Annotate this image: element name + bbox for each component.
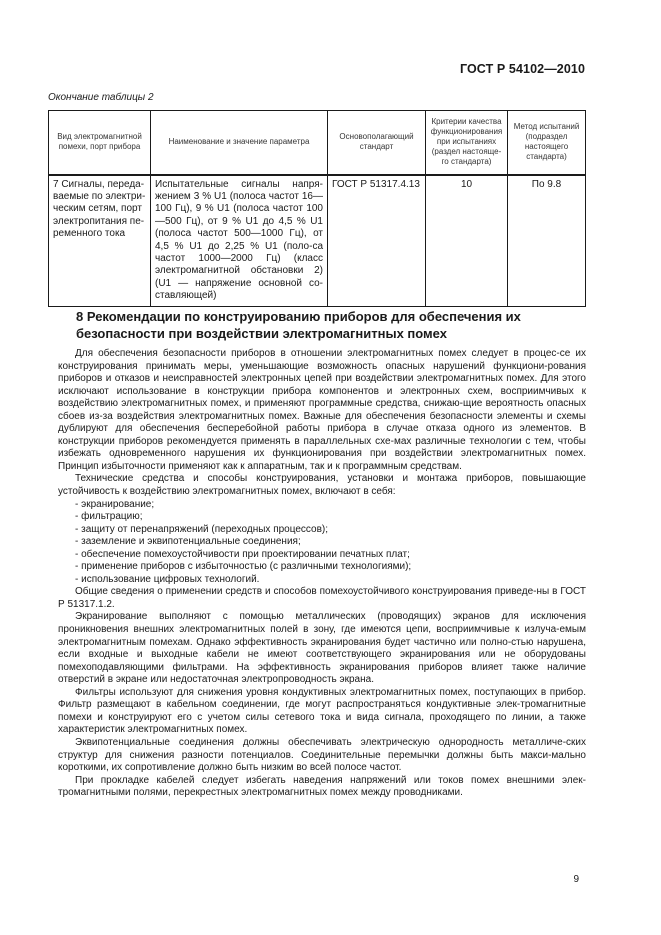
paragraph: Фильтры используют для снижения уровня кондуктивных электромагнитных помех, поступающих в прибор. Фильтр размещают в кабельном соединении, где могут распространяться кондуктивные элек-тромагнитные помехи и конструируют его с учетом силы сетевого тока и вида сигнала, проходящего по линии, а также характеристик электромагнитных помех. [58, 686, 586, 736]
table-caption: Окончание таблицы 2 [48, 92, 154, 103]
paragraph: Общие сведения о применении средств и способов помехоустойчивого конструирования приведе-ны в ГОСТ Р 51317.1.2. [58, 586, 586, 610]
paragraph: Эквипотенциальные соединения должны обеспечивать электрическую однородность металличе-ских структур для снижения разности потенциалов. Соединительные перемычки должны быть макси-мально короткими, их сопротивление должно быть низким во всей полосе частот. [58, 736, 586, 774]
section-body [58, 348, 586, 800]
list-item: - применение приборов с избыточностью (с различными технологиями); [75, 561, 412, 573]
table-header-row [49, 111, 586, 175]
list-item: - обеспечение помехоустойчивости при проектировании печатных плат; [75, 548, 410, 560]
paragraph: Для обеспечения безопасности приборов в отношении электромагнитных помех следует в процес-се их конструирования принимать меры, уменьшающие возможность опасных нарушений функциони-рования приборов и отказов и неисправностей электронных цепей при воздействии электромагнитных помех. Для этого исключают использование в конструкции прибора компонентов и электронных схем, восприимчивых к воздействию электромагнитных помех, и применяют программные средства, снижаю-щие вероятность опасных сбоев из-за воздействия электромагнитных помех. Важные для обеспечения безопасности элементы и схемы дублируют для обеспечения бесперебойной работы прибора в случае отказа одного из элементов. В конструкции приборов рекомендуется применять в параллельных схе-мах различные технологии с тем, чтобы избежать одновременного нарушения их функционирования при воздействии электромагнитных помех. Принцип избыточности применяют как к аппаратным, так и к программным средствам. [58, 348, 586, 472]
paragraph: При прокладке кабелей следует избегать наведения напряжений или токов помех внешними элек-тромагнитными полями, перекрестных электромагнитных помех между проводниками. [58, 774, 586, 799]
list-item: - фильтрацию; [75, 511, 143, 523]
header-standard: Основополагающий стандарт [328, 111, 426, 175]
paragraph: Экранирование выполняют с помощью металлических (проводящих) экранов для исключения проникновения внешних электромагнитных полей в зону, где имеются цепи, восприимчивые к излуча-емым электромагнитным помехам. Однако эффективность экранирования будет частично или полно-стью нарушена, если входные и выходные кабели не имеют соответствующего экранирования или не оборудованы помехоподавляющими фильтрами. На эффективность экранирования приборов влияет также наличие отверстий в экране или недостаточная электропроводность экрана. [58, 611, 586, 686]
header-interference-type: Вид электромагнитной помехи, порт прибора [49, 111, 151, 175]
header-criteria: Критерии качества функционирования при испытаниях (раздел настояще-го стандарта) [426, 111, 508, 175]
list-item: - экранирование; [75, 498, 155, 510]
section-heading: 8 Рекомендации по конструированию приборов для обеспечения их безопасности при воздействии электромагнитных помех [76, 309, 521, 341]
cell-parameter: Испытательные сигналы напря-жением 3 % U1 (полоса частот 16—100 Гц), 9 % U1 (полоса частот 100—500 Гц), от 9 % U1 до 4,5 % U1 (полоса частот 500—1000 Гц), от 4,5 % U1 до 2,25 % U1 (поло-са частот 1000—2000 Гц) (класс электромагнитной обстановки 2) (U1 — напряжение основной со-ставляющей) [151, 175, 328, 307]
cell-criteria: 10 [426, 175, 508, 307]
cell-standard: ГОСТ Р 51317.4.13 [328, 175, 426, 307]
document-code: ГОСТ Р 54102—2010 [459, 62, 585, 76]
measures-list [58, 499, 586, 587]
list-item: - использование цифровых технологий. [75, 573, 260, 585]
table-row [49, 175, 586, 307]
cell-interference-type: 7 Сигналы, переда-ваемые по электри-ческим сетям, порт электропитания пе-ременного тока [49, 175, 151, 307]
header-parameter: Наименование и значение параметра [151, 111, 328, 175]
list-item: - заземление и эквипотенциальные соединения; [75, 536, 301, 548]
paragraph: Технические средства и способы конструирования, установки и монтажа приборов, повышающие устойчивость к воздействию электромагнитных помех, включают в себя: [58, 473, 586, 498]
emc-requirements-table [48, 110, 586, 307]
page-number: 9 [573, 874, 579, 885]
header-method: Метод испытаний (подраздел настоящего стандарта) [508, 111, 586, 175]
cell-method: По 9.8 [508, 175, 586, 307]
list-item: - защиту от перенапряжений (переходных процессов); [75, 523, 328, 535]
